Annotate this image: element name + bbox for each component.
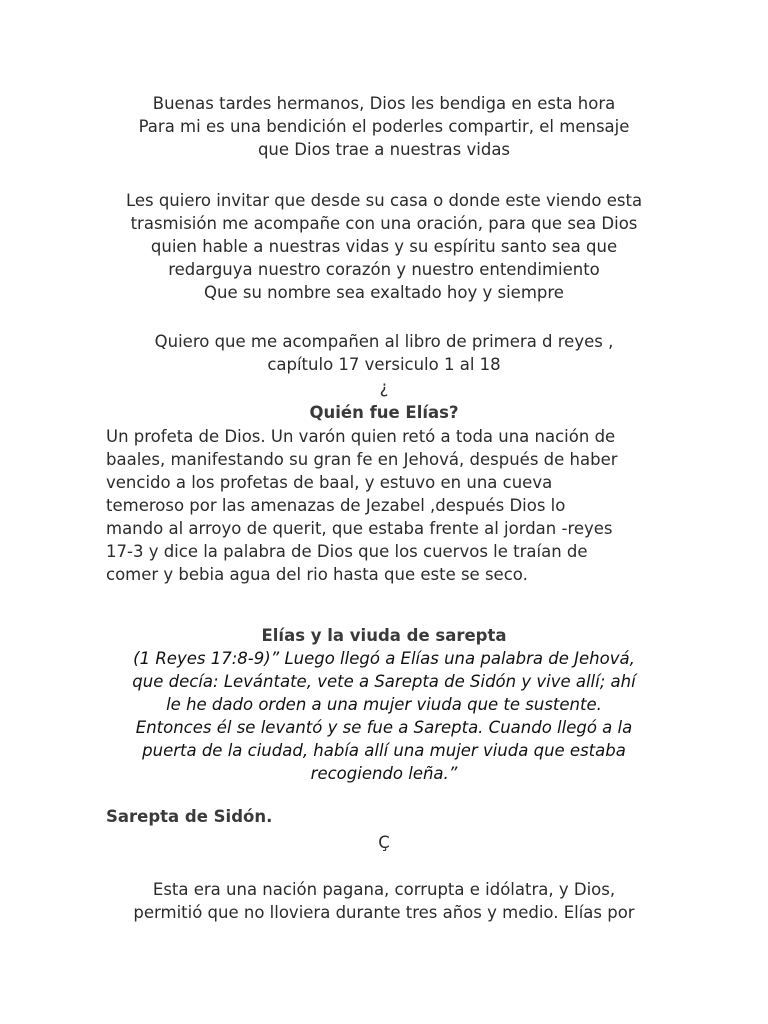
body-line: Esta era una nación pagana, corrupta e idólatra, y Dios, (152, 880, 616, 899)
invitation-line: quien hable a nuestras vidas y su espíritu santo sea que (150, 237, 618, 256)
body-line: temeroso por las amenazas de Jezabel ,después Dios lo (106, 496, 566, 515)
body-line: permitió que no lloviera durante tres años y medio. Elías por (133, 903, 635, 922)
invitation-line: redarguya nuestro corazón y nuestro entendimiento (168, 260, 600, 279)
greeting-line: Para mi es una bendición el poderles compartir, el mensaje (138, 117, 630, 136)
invitation-paragraph (106, 189, 662, 304)
section1-body (106, 425, 662, 586)
section-heading-elias-viuda: Elías y la viuda de sarepta (261, 626, 507, 645)
reference-line: Quiero que me acompañen al libro de primera d reyes , (154, 332, 614, 351)
quote-line: (1 Reyes 17:8-9)” Luego llegó a Elías una palabra de Jehová, (133, 649, 635, 668)
quote-line: Entonces él se levantó y se fue a Sarepta. Cuando llegó a la (135, 718, 633, 737)
section-heading-sarepta: Sarepta de Sidón. (106, 807, 273, 826)
greeting-line: que Dios trae a nuestras vidas (257, 140, 511, 159)
body-line: vencido a los profetas de baal, y estuvo en una cueva (106, 473, 553, 492)
body-line: 17-3 y dice la palabra de Dios que los cuervos le traían de (106, 542, 588, 561)
reference-line: ¿ (379, 378, 389, 397)
section-heading-quien-fue-elias: Quién fue Elías? (309, 403, 459, 422)
reference-paragraph (106, 330, 662, 399)
invitation-line: Les quiero invitar que desde su casa o donde este viendo esta (125, 191, 643, 210)
body-line: mando al arroyo de querit, que estaba frente al jordan -reyes (106, 519, 613, 538)
quote-line: que decía: Levántate, vete a Sarepta de Sidón y vive allí; ahí (132, 672, 636, 691)
invitation-line: trasmisión me acompañe con una oración, para que sea Dios (130, 214, 638, 233)
reference-line: capítulo 17 versiculo 1 al 18 (267, 355, 501, 374)
body-line: comer y bebia agua del rio hasta que este se seco. (106, 565, 528, 584)
quote-line: le he dado orden a una mujer viuda que te sustente. (166, 695, 602, 714)
section3-body (106, 878, 662, 924)
stray-glyph: Ç (378, 833, 390, 852)
greeting-line: Buenas tardes hermanos, Dios les bendiga en esta hora (152, 94, 616, 113)
scripture-quote (106, 647, 662, 785)
greeting-paragraph (106, 92, 662, 161)
body-line: baales, manifestando su gran fe en Jehová, después de haber (106, 450, 618, 469)
quote-line: puerta de la ciudad, había allí una mujer viuda que estaba (142, 741, 626, 760)
body-line: Un profeta de Dios. Un varón quien retó a toda una nación de (106, 427, 616, 446)
quote-line: recogiendo leña.” (310, 764, 458, 783)
invitation-line: Que su nombre sea exaltado hoy y siempre (204, 283, 564, 302)
